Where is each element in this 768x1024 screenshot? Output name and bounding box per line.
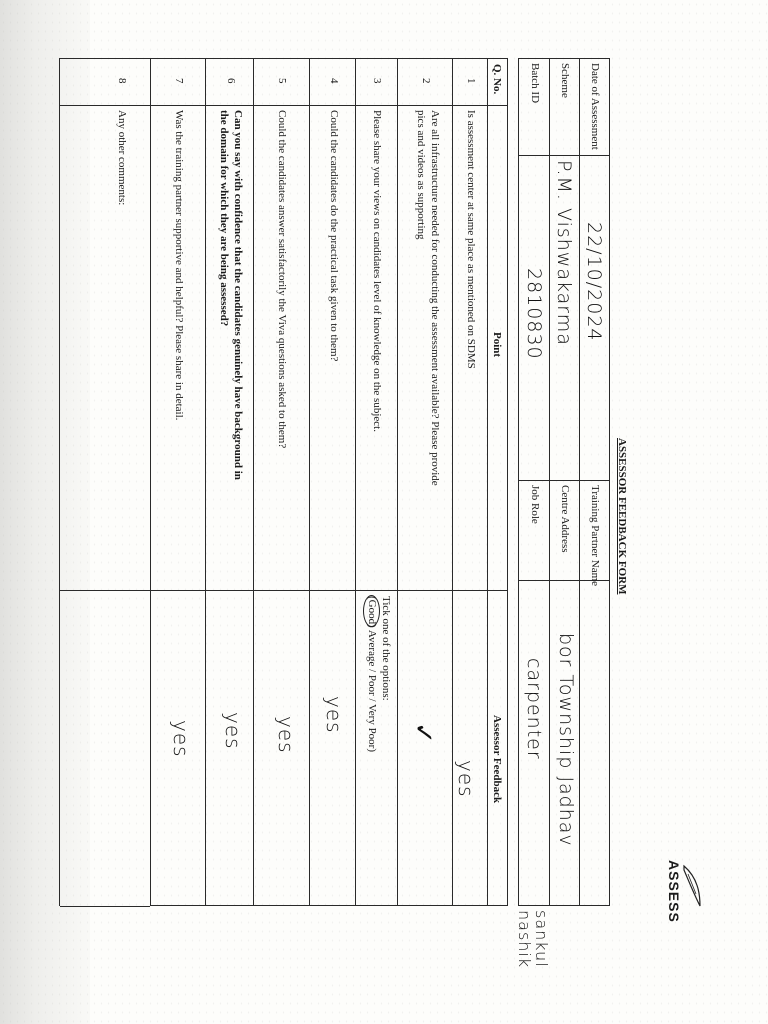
- row-number: 4: [328, 78, 340, 84]
- feedback-options: (Good) Average / Poor / Very Poor): [366, 596, 378, 753]
- date-value: 22/10/2024: [583, 222, 605, 342]
- centre-address-continuation: sankul nashik: [515, 910, 551, 969]
- row-point: Was the training partner supportive and helpful? Please share in detail.: [173, 110, 185, 421]
- col-header-qno: Q. No.: [491, 64, 503, 95]
- logo-text: ASSESS: [666, 860, 682, 923]
- job-role-value: carpenter: [523, 658, 545, 760]
- row-number: 6: [225, 78, 237, 84]
- centre-address-value: bor Township Jadhav: [555, 633, 577, 847]
- row-number: 1: [465, 78, 477, 84]
- good-circle-mark: [363, 595, 380, 627]
- col-header-feedback: Assessor Feedback: [491, 715, 503, 804]
- row-point: Are all infrastructure needed for conducting the assessment available? Please provide: [429, 110, 441, 486]
- centre-address-label: Centre Address: [559, 485, 571, 553]
- row-point: Is assessment center at same place as mentioned on SDMS: [465, 110, 477, 369]
- row-point: Can you say with confidence that the candidates genuinely have background in: [232, 110, 244, 480]
- row-number: 2: [420, 78, 432, 84]
- row-point: Please share your views on candidates level of knowledge on the subject.: [371, 110, 383, 432]
- scheme-label: Scheme: [559, 63, 571, 98]
- quill-icon: [682, 864, 702, 908]
- row-feedback: yes: [322, 696, 346, 734]
- row-point-cont: the domain for which they are being assessed?: [218, 110, 230, 327]
- scheme-value: P.M. Vishwakarma: [553, 160, 575, 346]
- row-point: Could the candidates do the practical task given to them?: [328, 110, 340, 362]
- job-role-label: Job Role: [529, 485, 541, 524]
- row-feedback: yes: [169, 720, 193, 758]
- col-header-point: Point: [491, 332, 503, 358]
- row-point-cont: pics and videos as supporting: [415, 110, 427, 240]
- row-number: 5: [276, 78, 288, 84]
- form-title: ASSESSOR FEEDBACK FORM: [616, 438, 628, 595]
- row-point: Could the candidates answer satisfactorily the Viva questions asked to them?: [276, 110, 288, 449]
- row-feedback: ✓: [408, 722, 438, 745]
- row-feedback: yes: [221, 712, 245, 750]
- row-number: 8: [116, 78, 128, 84]
- date-label: Date of Assessment: [589, 63, 601, 150]
- row-feedback: yes: [274, 716, 298, 754]
- batch-id-value: 2810830: [523, 268, 545, 360]
- training-partner-label: Training Partner Name: [589, 485, 601, 587]
- batch-id-label: Batch ID: [529, 63, 541, 104]
- row-feedback: yes: [454, 760, 478, 798]
- assess-logo: [662, 860, 702, 930]
- row-number: 7: [173, 78, 185, 84]
- row-point: Any other comments:: [116, 110, 128, 206]
- row-number: 3: [371, 78, 383, 84]
- feedback-options-label: Tick one of the options:: [380, 596, 392, 701]
